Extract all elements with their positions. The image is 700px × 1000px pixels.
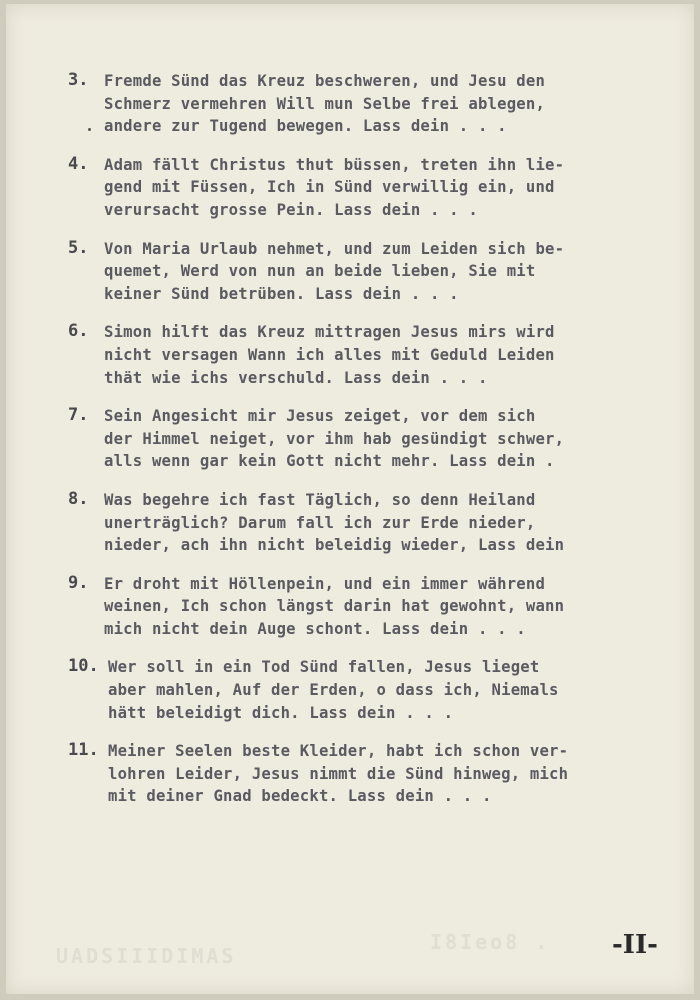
- verse: [68, 405, 698, 473]
- verse-line: Meiner Seelen beste Kleider, habt ich schon ver-: [108, 742, 569, 761]
- verse-line: Wer soll in ein Tod Sünd fallen, Jesus lieget: [108, 658, 540, 677]
- verse-number: 4.: [68, 153, 89, 174]
- verse: [68, 489, 698, 557]
- verse-list: [68, 70, 698, 824]
- bleed-through-text: UADSIIIDIMAS: [56, 944, 237, 968]
- verse-line: weinen, Ich schon längst darin hat gewohnt, wann: [104, 597, 565, 616]
- verse-line: lohren Leider, Jesus nimmt die Sünd hinweg, mich: [108, 764, 569, 783]
- verse: [68, 154, 698, 222]
- verse-line: aber mahlen, Auf der Erden, o dass ich, Niemals: [108, 681, 559, 700]
- verse-line: Von Maria Urlaub nehmet, und zum Leiden sich be-: [104, 239, 565, 258]
- verse-line: Simon hilft das Kreuz mittragen Jesus mirs wird: [104, 323, 555, 342]
- verse: [68, 573, 698, 641]
- verse-number: 8.: [68, 488, 89, 509]
- bleed-through-text: I8Ieo8 .: [430, 930, 551, 954]
- verse-line: Sein Angesicht mir Jesus zeiget, vor dem sich: [104, 407, 536, 426]
- verse-line: hätt beleidigt dich. Lass dein . . .: [108, 703, 454, 722]
- verse-line: nieder, ach ihn nicht beleidig wieder, Lass dein: [104, 536, 565, 555]
- verse-line: nicht versagen Wann ich alles mit Geduld Leiden: [104, 345, 555, 364]
- verse-line: andere zur Tugend bewegen. Lass dein . . .: [104, 117, 507, 136]
- verse-line: Was begehre ich fast Täglich, so denn Heiland: [104, 490, 536, 509]
- verse-line: Adam fällt Christus thut büssen, treten ihn lie-: [104, 155, 565, 174]
- verse-line: gend mit Füssen, Ich in Sünd verwillig ein, und: [104, 178, 555, 197]
- verse: [68, 656, 698, 724]
- verse-line: Fremde Sünd das Kreuz beschweren, und Jesu den: [104, 72, 546, 90]
- verse-line: alls wenn gar kein Gott nicht mehr. Lass dein .: [104, 452, 555, 471]
- verse-number: 11.: [68, 740, 99, 761]
- verse-line: keiner Sünd betrüben. Lass dein . . .: [104, 284, 459, 303]
- verse-line: thät wie ichs verschuld. Lass dein . . .: [104, 368, 488, 387]
- verse-line: der Himmel neiget, vor ihm hab gesündigt schwer,: [104, 429, 565, 448]
- verse-line: Schmerz vermehren Will mun Selbe frei ablegen,: [104, 94, 546, 113]
- verse-line: mich nicht dein Auge schont. Lass dein . . .: [104, 619, 526, 638]
- verse-line: Er droht mit Höllenpein, und ein immer während: [104, 574, 546, 593]
- verse-line: mit deiner Gnad bedeckt. Lass dein . . .: [108, 787, 492, 806]
- page-number: -II-: [612, 930, 658, 960]
- verse-number: 5.: [68, 237, 89, 258]
- verse-line: quemet, Werd von nun an beide lieben, Sie mit: [104, 262, 536, 281]
- verse-line: unerträglich? Darum fall ich zur Erde nieder,: [104, 513, 536, 532]
- verse-number: 9.: [68, 572, 89, 593]
- verse: [68, 740, 698, 808]
- verse: [68, 321, 698, 389]
- verse-number: 3.: [68, 70, 89, 90]
- verse-line: verursacht grosse Pein. Lass dein . . .: [104, 200, 478, 219]
- verse-number: 10.: [68, 656, 99, 677]
- verse-number: 6.: [68, 321, 89, 342]
- verse-number: 7.: [68, 405, 89, 426]
- verse: [68, 238, 698, 306]
- verse: [68, 70, 698, 138]
